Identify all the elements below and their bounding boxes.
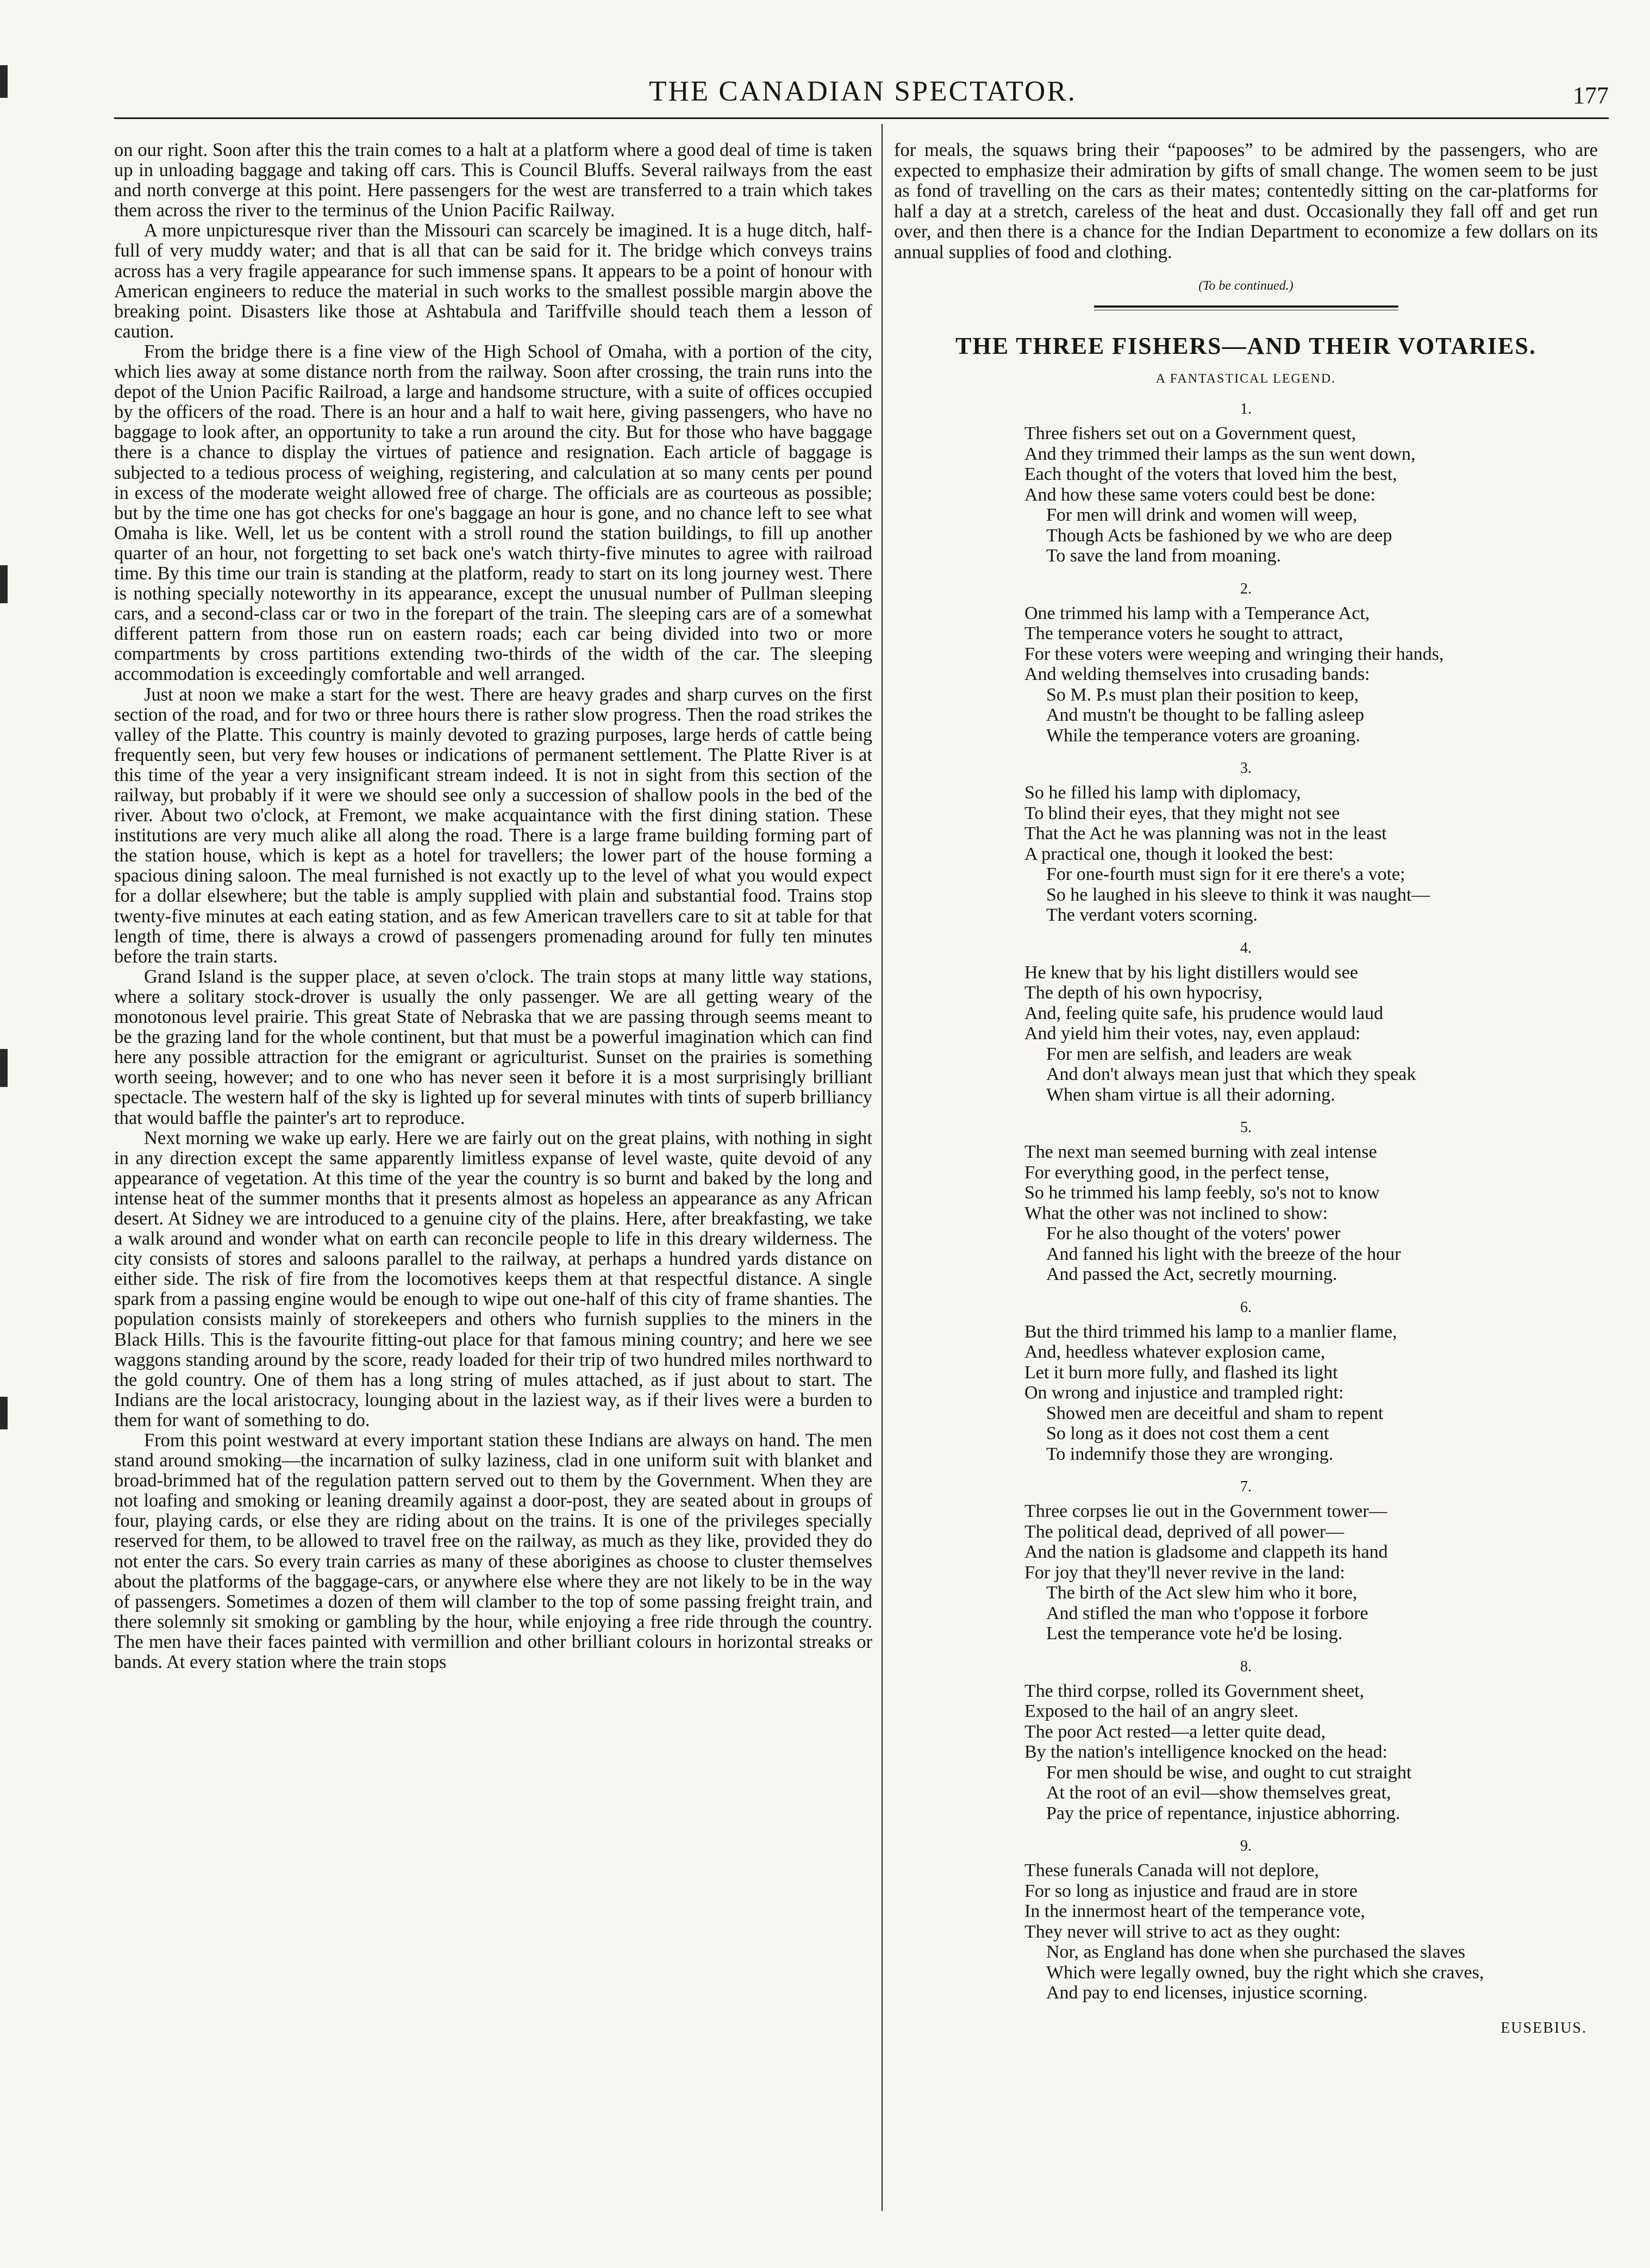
poem-subtitle: A FANTASTICAL LEGEND. [1155, 372, 1336, 386]
poem-line: For men are selfish, and leaders are weak [1046, 1044, 1352, 1064]
stanza [1024, 963, 1598, 1105]
poem-line: Exposed to the hail of an angry sleet. [1024, 1701, 1299, 1721]
stanza-number: 1. [1240, 401, 1252, 417]
poem-line: And pay to end licenses, injustice scorning. [1046, 1983, 1368, 2003]
poem-line: Which were legally owned, buy the right which she craves, [1046, 1962, 1484, 1983]
poem-line: And don't always mean just that which they speak [1046, 1064, 1416, 1084]
stanza [1024, 423, 1598, 566]
article-paragraph: A more unpicturesque river than the Missouri can scarcely be imagined. It is a huge ditch, half-full of very muddy water; and that is all that can be said for it. The bridge which conveys trains across has a very fragile appearance for such immense spans. It appears to be a point of honour with American engineers to reduce the material in such works to the smallest possible margin above the breaking point. Disasters like those at Ashtabula and Tariffville should teach them a lesson of caution. [114, 220, 872, 342]
section-rule [1094, 305, 1398, 310]
poem-line: And how these same voters could best be done: [1024, 484, 1376, 505]
article-left-column [114, 140, 872, 2195]
poem-line: So M. P.s must plan their position to keep, [1046, 684, 1359, 705]
poem-line: That the Act he was planning was not in the least [1024, 823, 1387, 844]
poem-line: One trimmed his lamp with a Temperance Act, [1024, 603, 1370, 623]
article-continuation: for meals, the squaws bring their “papooses” to be admired by the passengers, who are expected to emphasize their admiration by gifts of small change. The women seem to be just as fond of travelling on the cars as their mates; contentedly sitting on the car-platforms for half a day at a stretch, careless of the heat and dust. Occasionally they fall off and get run over, and then there is a chance for the Indian Department to economize a few dollars on its annual supplies of food and clothing. [894, 140, 1598, 263]
poem-line: And, feeling quite safe, his prudence would laud [1024, 1003, 1383, 1023]
poem-line: The verdant voters scorning. [1046, 905, 1258, 925]
poem-line: The depth of his own hypocrisy, [1024, 983, 1262, 1003]
article-paragraph: Grand Island is the supper place, at seven o'clock. The train stops at many little way stations, where a solitary stock-drover is usually the only passenger. We are all getting weary of the monotonous level prairie. This great State of Nebraska that we are passing through seems meant to be the grazing land for the whole continent, but that must be a powerful imagination which can find here any possible attraction for the emigrant or agriculturist. Sunset on the prairies is something worth seeing, however; and to one who has never seen it before it is a most surprisingly brilliant spectacle. The western half of the sky is lighted up for several minutes with tints of superb brilliancy that would baffle the painter's art to reproduce. [114, 966, 872, 1128]
poem-line: And passed the Act, secretly mourning. [1046, 1264, 1338, 1284]
poem-line: For he also thought of the voters' power [1046, 1223, 1341, 1244]
to-be-continued: (To be continued.) [1198, 279, 1293, 293]
poem-line: The political dead, deprived of all power— [1024, 1521, 1345, 1542]
poem-line: So he filled his lamp with diplomacy, [1024, 783, 1301, 803]
poem-line: A practical one, though it looked the best: [1024, 844, 1334, 864]
page-header [117, 75, 1609, 113]
poem-line: And mustn't be thought to be falling asleep [1046, 705, 1364, 725]
poem-line: Three fishers set out on a Government quest, [1024, 423, 1356, 443]
publication-title: THE CANADIAN SPECTATOR. [649, 76, 1077, 107]
poem-line: And welding themselves into crusading bands: [1024, 664, 1370, 684]
column-divider [882, 124, 883, 2211]
right-column [894, 140, 1598, 2205]
poem-line: So he trimmed his lamp feebly, so's not to know [1024, 1183, 1380, 1203]
poem-line: Let it burn more fully, and flashed its light [1024, 1362, 1338, 1383]
poem-line: When sham virtue is all their adorning. [1046, 1084, 1335, 1105]
poem-line: Pay the price of repentance, injustice abhorring. [1046, 1803, 1401, 1823]
poem-line: And, heedless whatever explosion came, [1024, 1342, 1326, 1362]
poem-line: And yield him their votes, nay, even applaud: [1024, 1023, 1361, 1044]
poem-line: And stifled the man who t'oppose it forbore [1046, 1603, 1368, 1623]
stanza-number: 2. [1240, 580, 1252, 597]
stanza [1024, 1501, 1598, 1644]
header-rule [114, 117, 1609, 119]
poem-line: By the nation's intelligence knocked on the head: [1024, 1742, 1388, 1762]
article-paragraph: Next morning we wake up early. Here we are fairly out on the great plains, with nothing in sight in any direction except the same apparently limitless expanse of level waste, quite devoid of any appearance of vegetation. At this time of the year the country is so burnt and baked by the long and intense heat of the summer months that it presents almost as hopeless an appearance as any African desert. At Sidney we are introduced to a genuine city of the plains. Here, after breakfasting, we take a walk around and wonder what on earth can reconcile people to life in this dreary wilderness. The city consists of stores and saloons parallel to the railway, at perhaps a hundred yards distance on either side. The risk of fire from the locomotives keeps them at that respectful distance. A single spark from a passing engine would be enough to wipe out one-half of this city of frame shanties. The population consists mainly of storekeepers and others who furnish supplies to the miners in the Black Hills. This is the favourite fitting-out place for that famous mining country; and here we see waggons standing around by the score, ready loaded for their trip of two hundred miles northward to the gold country. One of them has a long string of mules attached, as if just about to start. The Indians are the local aristocracy, lounging about in the laziest way, as if their lives were a burden to them for want of something to do. [114, 1127, 872, 1430]
poem-line: To save the land from moaning. [1046, 546, 1281, 566]
author-signature: EUSEBIUS. [1501, 2019, 1587, 2036]
poem-line: For everything good, in the perfect tense, [1024, 1162, 1329, 1183]
poem-line: For joy that they'll never revive in the land: [1024, 1562, 1345, 1583]
stanza-number: 5. [1240, 1119, 1252, 1136]
stanza-number: 9. [1240, 1838, 1252, 1854]
poem-line: What the other was not inclined to show: [1024, 1203, 1328, 1223]
poem-line: For these voters were weeping and wringing their hands, [1024, 643, 1444, 664]
stanza [1024, 1142, 1598, 1285]
poem-line: Lest the temperance vote he'd be losing. [1046, 1623, 1343, 1644]
article-paragraph: on our right. Soon after this the train comes to a halt at a platform where a good deal of time is taken up in unloading baggage and taking off cars. This is Council Bluffs. Several railways from the east and north converge at this point. Here passengers for the west are transferred to a train which takes them across the river to the terminus of the Union Pacific Railway. [114, 140, 872, 221]
poem-line: On wrong and injustice and trampled right: [1024, 1383, 1344, 1403]
binding-edge-mark [0, 65, 8, 98]
poem-line: Showed men are deceitful and sham to repent [1046, 1403, 1384, 1423]
stanza-number: 7. [1240, 1478, 1252, 1495]
article-paragraph: From the bridge there is a fine view of the High School of Omaha, with a portion of the city, which lies away at some distance north from the railway. Soon after crossing, the train runs into the depot of the Union Pacific Railroad, a large and handsome structure, with a suite of offices occupied by the officers of the road. There is an hour and a half to wait here, giving passengers, who have no baggage to look after, an opportunity to take a run around the city. But for those who have baggage there is a chance to display the virtues of patience and resignation. Each article of baggage is subjected to a tedious process of weighing, registering, and calculation at so many cents per pound in excess of the moderate weight allowed free of charge. The officials are as courteous as possible; but by the time one has got checks for one's baggage an hour is gone, and no chance left to see what Omaha is like. Well, let us be content with a stroll round the station buildings, to fill up another quarter of an hour, not forgetting to set back one's watch thirty-five minutes to agree with railroad time. By this time our train is standing at the platform, ready to start on its long journey west. There is nothing specially noteworthy in its appearance, except the unusual number of Pullman sleeping cars, and a second-class car or two in the forepart of the train. The sleeping cars are of a somewhat different pattern from those run on eastern roads; each car being divided into two or more compartments by cross partitions extending two-thirds of the width of the car. The sleeping accommodation is exceedingly comfortable and well arranged. [114, 341, 872, 685]
poem-line: He knew that by his light distillers would see [1024, 962, 1358, 983]
stanza [1024, 1322, 1598, 1465]
poem-line: And the nation is gladsome and clappeth its hand [1024, 1542, 1388, 1562]
poem-line: The third corpse, rolled its Government sheet, [1024, 1680, 1365, 1701]
stanza [1024, 1681, 1598, 1824]
poem-line: For men will drink and women will weep, [1046, 505, 1358, 525]
poem-body [894, 401, 1598, 2003]
poem-line: For men should be wise, and ought to cut straight [1046, 1762, 1412, 1783]
poem-line: The next man seemed burning with zeal intense [1024, 1142, 1377, 1162]
poem-line: They never will strive to act as they ought: [1024, 1921, 1341, 1942]
poem-line: At the root of an evil—show themselves great, [1046, 1783, 1391, 1803]
poem-line: For so long as injustice and fraud are in store [1024, 1880, 1358, 1901]
stanza [1024, 1860, 1598, 2003]
stanza-number: 8. [1240, 1658, 1252, 1675]
poem-line: So he laughed in his sleeve to think it was naught— [1046, 884, 1430, 905]
poem-line: And fanned his light with the breeze of the hour [1046, 1244, 1401, 1264]
poem-line: And they trimmed their lamps as the sun went down, [1024, 443, 1416, 464]
poem-line: To indemnify those they are wronging. [1046, 1444, 1334, 1464]
poem-line: Three corpses lie out in the Government tower— [1024, 1501, 1388, 1521]
poem-line: For one-fourth must sign for it ere there's a vote; [1046, 864, 1405, 884]
page-number: 177 [1573, 82, 1609, 109]
stanza-number: 4. [1240, 939, 1252, 957]
poem-line: Though Acts be fashioned by we who are deep [1046, 525, 1392, 546]
poem-line: In the innermost heart of the temperance vote, [1024, 1901, 1365, 1921]
stanza [1024, 603, 1598, 746]
stanza-number: 3. [1240, 760, 1252, 777]
poem-line: Nor, as England has done when she purchased the slaves [1046, 1942, 1465, 1962]
poem-line: The poor Act rested—a letter quite dead, [1024, 1721, 1326, 1742]
poem-line: Each thought of the voters that loved him the best, [1024, 464, 1397, 484]
poem-line: These funerals Canada will not deplore, [1024, 1860, 1319, 1880]
poem-line: While the temperance voters are groaning. [1046, 725, 1360, 746]
stanza-number: 6. [1240, 1298, 1252, 1316]
article-paragraph: From this point westward at every important station these Indians are always on hand. The men stand around smoking—the incarnation of sulky laziness, clad in one uniform suit with blanket and broad-brimmed hat of the regulation pattern served out to them by the Government. When they are not loafing and smoking or leaning dreamily against a door-post, they are seated about in groups of four, playing cards, or else they are riding about on the trains. It is one of the privileges specially reserved for them, to be allowed to travel free on the railway, as much as they like, provided they do not enter the cars. So every train carries as many of these aborigines as choose to cluster themselves about the platforms of the baggage-cars, or anywhere else where they are not likely to be in the way of passengers. Sometimes a dozen of them will clamber to the top of some passing freight train, and there solemnly sit smoking or gambling by the hour, while enjoying a free ride through the country. The men have their faces painted with vermillion and other brilliant colours in horizontal streaks or bands. At every station where the train stops [114, 1430, 872, 1673]
poem-line: So long as it does not cost them a cent [1046, 1423, 1329, 1444]
poem-title: THE THREE FISHERS—AND THEIR VOTARIES. [955, 333, 1536, 359]
poem-line: The birth of the Act slew him who it bore, [1046, 1583, 1358, 1603]
article-paragraph: Just at noon we make a start for the west. There are heavy grades and sharp curves on the first section of the road, and for two or three hours there is rather slow progress. Then the road strikes the valley of the Platte. This country is mainly devoted to grazing purposes, large herds of cattle being frequently seen, but very few houses or indications of permanent settlement. The Platte River is at this time of the year a very insignificant stream indeed. It is not in sight from this section of the railway, but probably if it were we should see only a succession of shallow pools in the bed of the river. About two o'clock, at Fremont, we make acquaintance with the first dining station. These institutions are very much alike all along the road. There is a large frame building forming part of the station house, which is kept as a hotel for travellers; the lower part of the house forming a spacious dining saloon. The meal furnished is not exactly up to the level of what you would expect for a dollar elsewhere; but the table is amply supplied with plain and substantial food. Trains stop twenty-five minutes at each eating station, and as few American travellers care to sit at table for that length of time, there is always a crowd of passengers promenading around for fully ten minutes before the train starts. [114, 684, 872, 967]
binding-edge-mark [0, 1049, 8, 1087]
binding-edge-mark [0, 1397, 8, 1429]
poem-line: The temperance voters he sought to attract, [1024, 623, 1343, 643]
poem-line: To blind their eyes, that they might not see [1024, 803, 1340, 823]
binding-edge-mark [0, 565, 8, 603]
stanza [1024, 783, 1598, 926]
poem-line: But the third trimmed his lamp to a manlier flame, [1024, 1321, 1397, 1342]
